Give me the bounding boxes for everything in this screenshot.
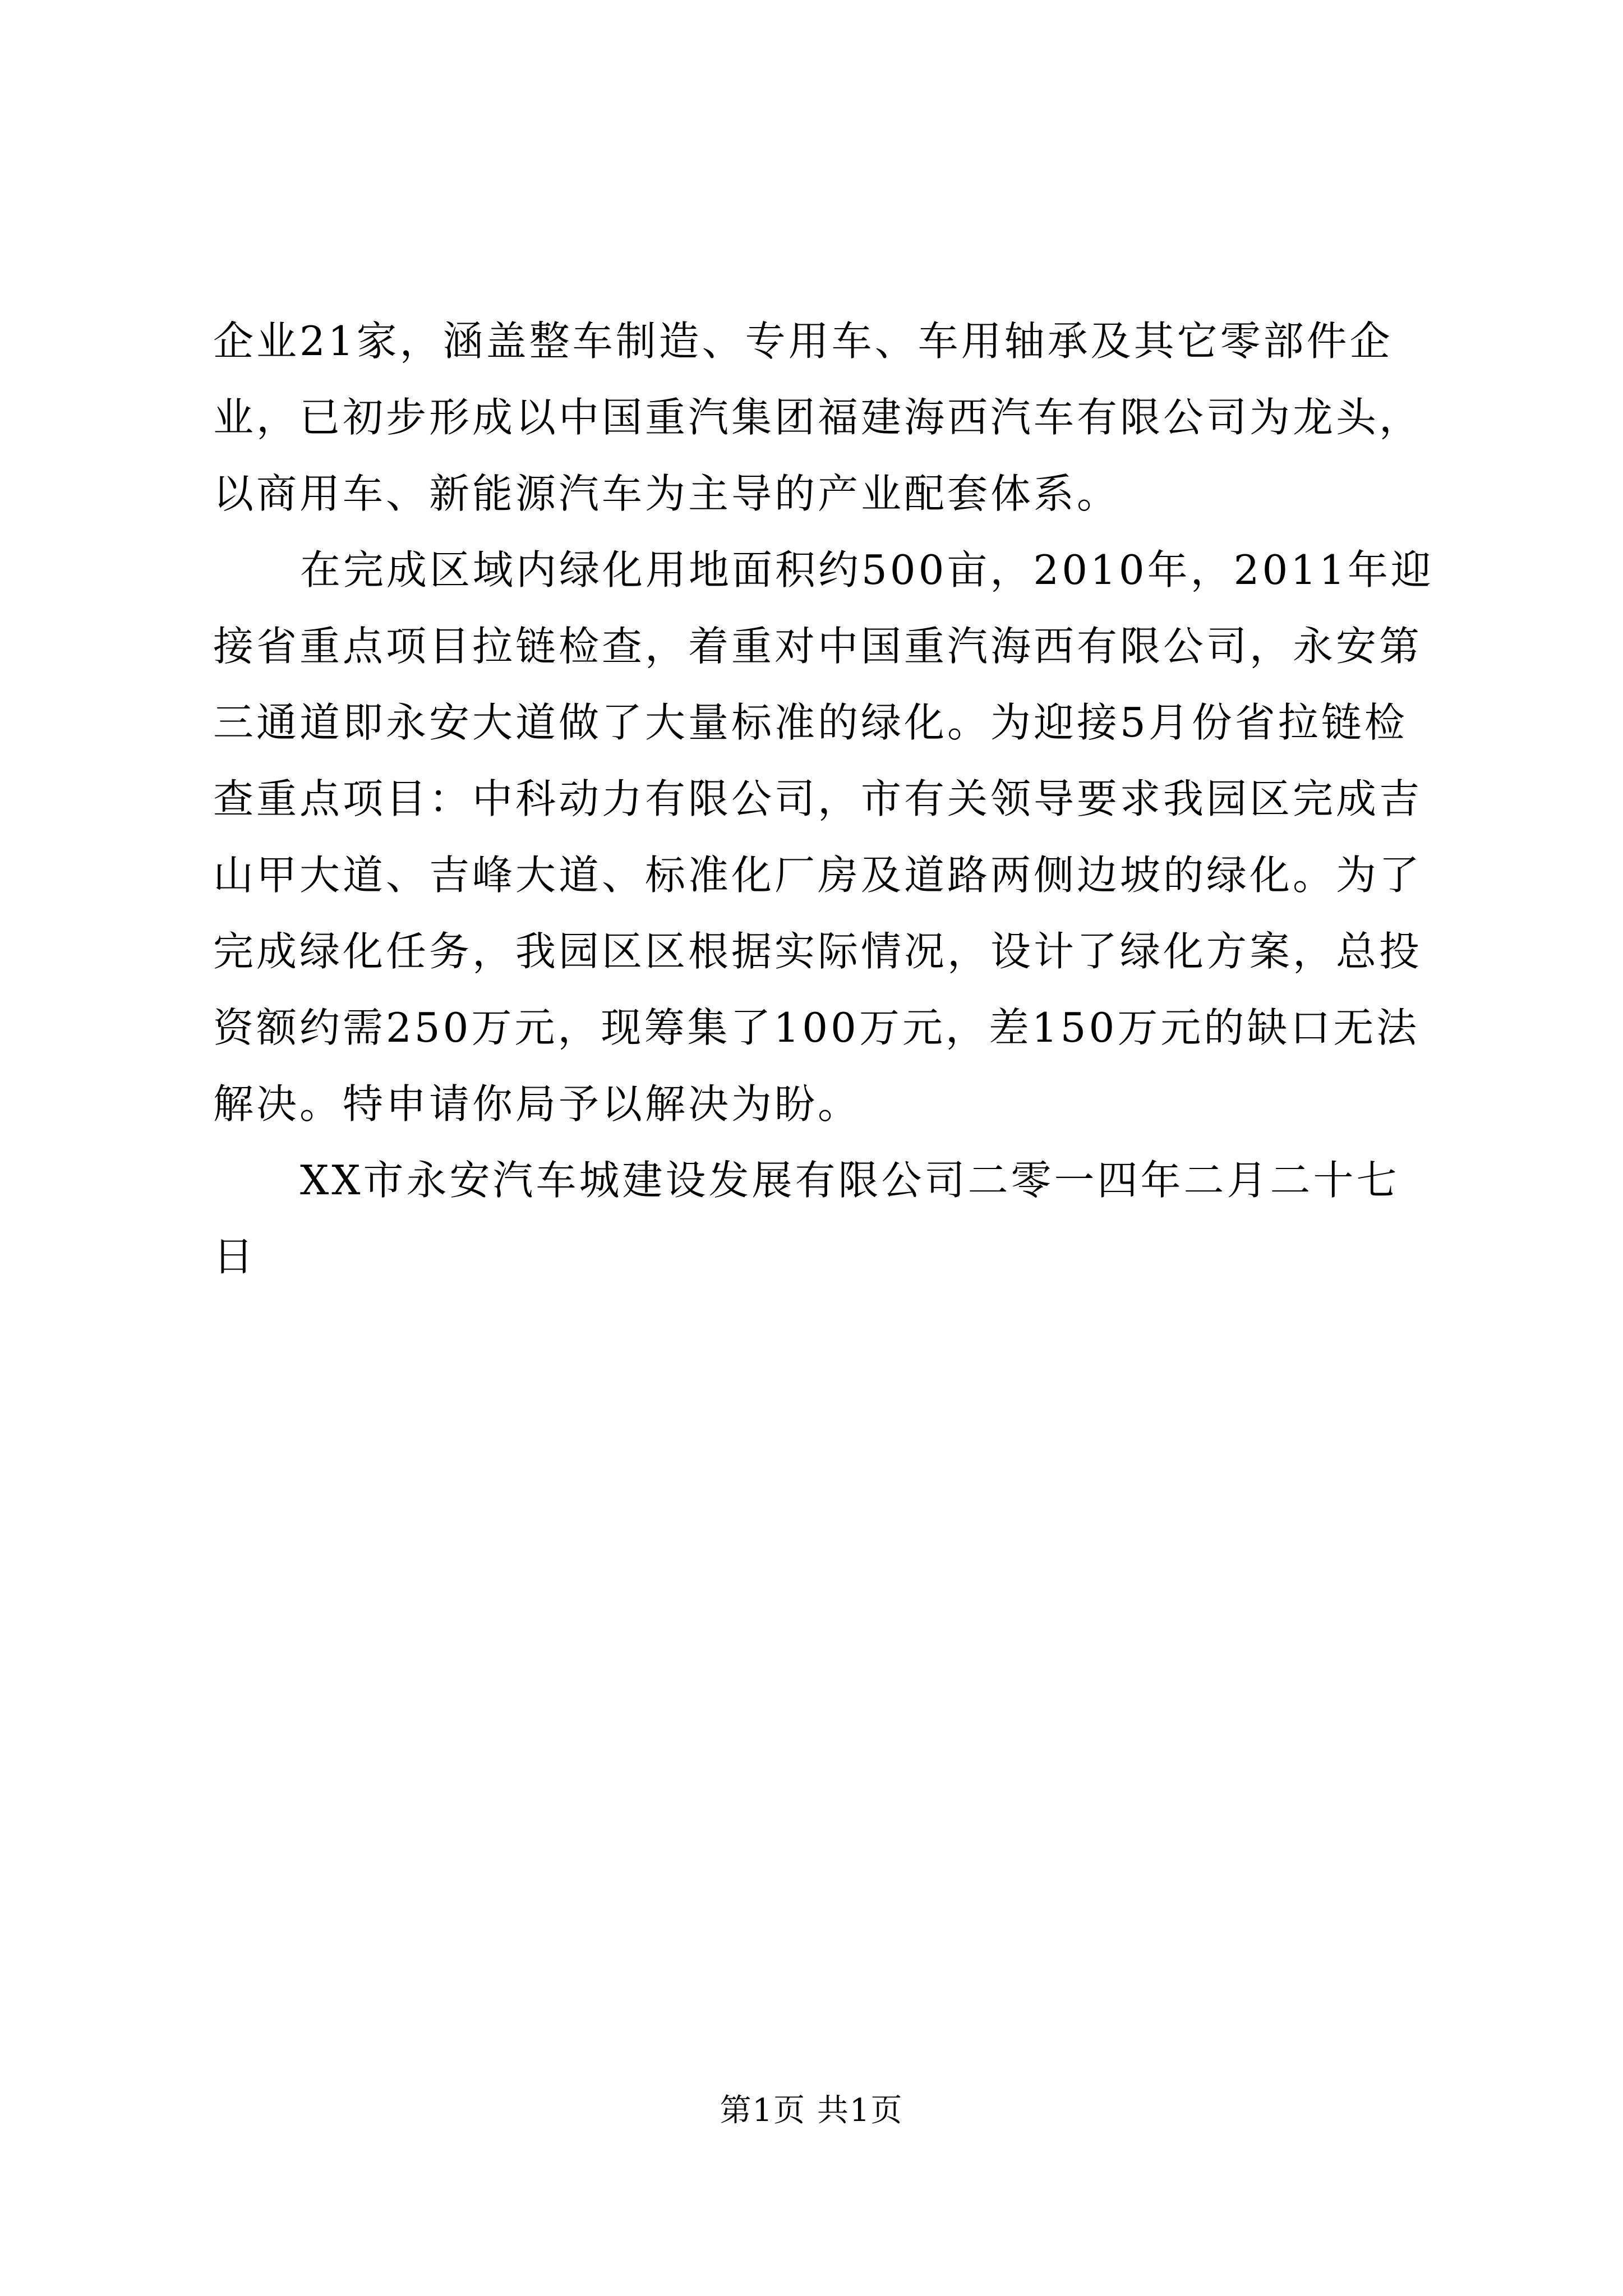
text-line: 完成绿化任务，我园区区根据实际情况，设计了绿化方案，总投 — [213, 928, 1423, 975]
page-number: 第1页 共1页 — [720, 2092, 903, 2129]
text-line: 企业21家，涵盖整车制造、专用车、车用轴承及其它零部件企 — [213, 318, 1393, 365]
text-line: 解决。特申请你局予以解决为盼。 — [213, 1080, 861, 1128]
text-line: 以商用车、新能源汽车为主导的产业配套体系。 — [213, 470, 1121, 517]
text-line: 资额约需250万元，现筹集了100万元，差150万元的缺口无法 — [213, 1004, 1420, 1051]
text-line: XX市永安汽车城建设发展有限公司二零一四年二月二十七 — [300, 1157, 1400, 1204]
text-line: 日 — [213, 1233, 257, 1280]
paragraph-signature — [213, 1142, 1413, 1295]
text-line: 山甲大道、吉峰大道、标准化厂房及道路两侧边坡的绿化。为了 — [213, 852, 1423, 899]
document-body — [213, 303, 1434, 1295]
text-line: 在完成区域内绿化用地面积约500亩，2010年，2011年迎 — [300, 546, 1434, 593]
page-footer — [0, 2091, 1623, 2131]
paragraph-industry — [213, 303, 1423, 532]
text-line: 接省重点项目拉链检查，着重对中国重汽海西有限公司，永安第 — [213, 623, 1423, 670]
paragraph-greening — [213, 532, 1434, 1142]
text-line: 查重点项目：中科动力有限公司，市有关领导要求我园区完成吉 — [213, 775, 1423, 822]
text-line: 三通道即永安大道做了大量标准的绿化。为迎接5月份省拉链检 — [213, 699, 1408, 746]
text-line: 业，已初步形成以中国重汽集团福建海西汽车有限公司为龙头， — [213, 394, 1423, 441]
